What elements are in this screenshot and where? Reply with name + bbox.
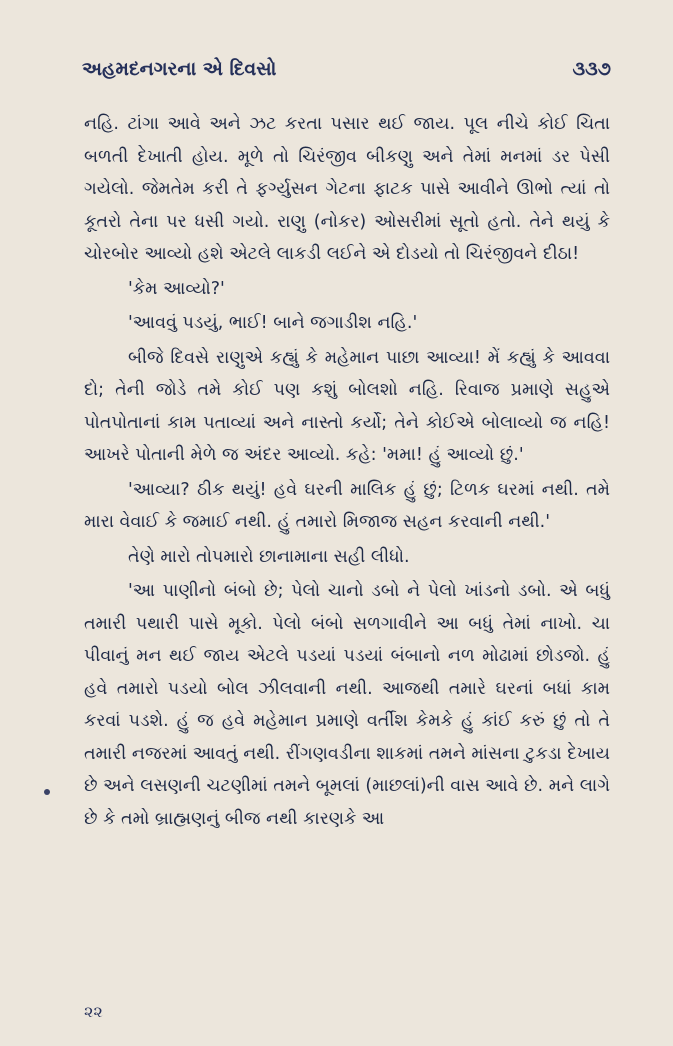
body-text <box>84 108 610 837</box>
margin-dot <box>44 789 50 795</box>
paragraph-1: નહિ. ટાંગા આવે અને ઝટ કરતા પસાર થઈ જાય. પૂલ નીચે કોઈ ચિતા બળતી દેખાતી હોય. મૂળે તો ચિરંજીવ બીકણુ અને તેમાં મનમાં ડર પેસી ગયેલો. જેમતેમ કરી તે ફર્ગ્યુસન ગેટના ફાટક પાસે આવીને ઊભો ત્યાં તો કૂતરો તેના પર ધસી ગયો. રાણુ (નોકર) ઓસરીમાં સૂતો હતો. તેને થયું કે ચોરબોર આવ્યો હશે એટલે લાકડી લઈને એ દોડયો તો ચિરંજીવને દીઠા! <box>84 114 610 264</box>
page-number: ૩૩૭ <box>572 58 611 80</box>
paragraph-2: બીજે દિવસે રાણુએ કહ્યું કે મહેમાન પાછા આવ્યા! મેં કહ્યું કે આવવા દો; તેની જોડે તમે કોઈ પણ કશું બોલશો નહિ. રિવાજ પ્રમાણે સહુએ પોતપોતાનાં કામ પતાવ્યાં અને નાસ્તો કર્યો; તેને કોઈએ બોલાવ્યો જ નહિ! આખરે પોતાની મેળે જ અંદર આવ્યો. કહે: 'મમા! હું આવ્યો છું.' <box>84 347 610 465</box>
paragraph-5: 'આ પાણીનો બંબો છે; પેલો ચાનો ડબો ને પેલો ખાંડનો ડબો. એ બધું તમારી પથારી પાસે મૂકો. પેલો બંબો સળગાવીને આ બધું તેમાં નાખો. ચા પીવાનું મન થઈ જાય એટલે પડયાં પડયાં બંબાનો નળ મોઢામાં છોડજો. હું હવે તમારો પડયો બોલ ઝીલવાની નથી. આજથી તમારે ઘરનાં બધાં કામ કરવાં પડશે. હું જ હવે મહેમાન પ્રમાણે વર્તીશ કેમકે હું કાંઈ કરું છું તો તે તમારી નજરમાં આવતું નથી. રીંગણવડીના શાકમાં તમને માંસના ટુકડા દેખાય છે અને લસણની ચટણીમાં તમને બૂમલાં (માછલાં)ની વાસ આવે છે. મને લાગે છે કે તમો બ્રાહ્મણનું બીજ નથી કારણકે આ <box>84 581 610 829</box>
dialogue-line-1: 'કેમ આવ્યો?' <box>128 278 225 299</box>
page-header <box>82 58 611 80</box>
running-title: અહમદનગરના એ દિવસો <box>82 58 277 80</box>
dialogue-line-2: 'આવવું પડયું, ભાઈ! બાને જગાડીશ નહિ.' <box>128 313 418 333</box>
paragraph-4: તેણે મારો તોપમારો છાનામાના સહી લીધો. <box>128 546 410 567</box>
signature-mark: ૨૨ <box>84 1002 103 1021</box>
paragraph-3: 'આવ્યા? ઠીક થયું! હવે ઘરની માલિક હું છું; ટિળક ઘરમાં નથી. તમે મારા વેવાઈ કે જમાઈ નથી. હું તમારો મિજાજ સહન કરવાની નથી.' <box>84 479 610 532</box>
